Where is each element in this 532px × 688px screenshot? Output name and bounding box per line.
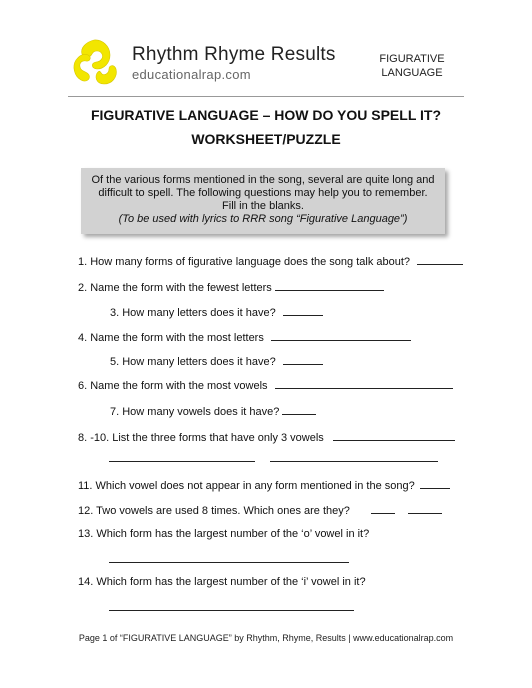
answer-blank-6[interactable] (275, 378, 453, 389)
question-8-10 (78, 430, 455, 444)
question-3-text: 3. How many letters does it have? (110, 307, 276, 319)
question-8-10-text: 8. -10. List the three forms that have only 3 vowels (78, 432, 324, 444)
question-12-text: 12. Two vowels are used 8 times. Which ones are they? (78, 505, 350, 517)
question-4-text: 4. Name the form with the most letters (78, 332, 264, 344)
question-1-text: 1. How many forms of figurative language does the song talk about? (78, 256, 411, 268)
question-2 (78, 280, 384, 294)
answer-blank-8[interactable] (333, 430, 455, 441)
topic-label (372, 52, 452, 80)
question-7 (110, 404, 316, 418)
question-1 (78, 254, 463, 268)
answer-blank-11[interactable] (420, 478, 450, 489)
brand-title: Rhythm Rhyme Results (132, 44, 336, 65)
instructions-line-2: difficult to spell. The following questions may help you to remember. (98, 187, 428, 199)
answer-blank-12a[interactable] (371, 503, 395, 514)
answer-blank-9[interactable] (109, 461, 255, 462)
answer-blank-3[interactable] (283, 305, 323, 316)
answer-blank-5[interactable] (283, 354, 323, 365)
question-11 (78, 478, 450, 492)
answer-blank-13[interactable] (109, 562, 349, 563)
question-14-text: 14. Which form has the largest number of the ‘i’ vowel in it? (78, 576, 366, 588)
page-footer: Page 1 of “FIGURATIVE LANGUAGE” by Rhythm, Rhyme, Results | www.educationalrap.com (78, 633, 454, 643)
rhythm-rhyme-results-logo-icon (70, 38, 120, 86)
instructions-line-1: Of the various forms mentioned in the song, several are quite long and (91, 174, 435, 186)
instructions-line-3: Fill in the blanks. (222, 200, 304, 212)
question-6-text: 6. Name the form with the most vowels (78, 380, 268, 392)
question-11-text: 11. Which vowel does not appear in any form mentioned in the song? (78, 480, 415, 492)
question-6 (78, 378, 453, 392)
answer-blank-1[interactable] (417, 254, 463, 265)
question-5 (110, 354, 323, 368)
answer-blank-7[interactable] (282, 404, 316, 415)
question-7-text: 7. How many vowels does it have? (110, 406, 280, 418)
question-4 (78, 330, 411, 344)
worksheet-title: FIGURATIVE LANGUAGE – HOW DO YOU SPELL IT? (90, 107, 442, 123)
question-12 (78, 503, 442, 517)
header-divider (68, 96, 464, 97)
topic-line-1: FIGURATIVE (379, 53, 445, 65)
answer-blank-10[interactable] (270, 461, 438, 462)
instructions-line-4: (To be used with lyrics to RRR song “Figurative Language”) (118, 213, 408, 225)
question-3 (110, 305, 323, 319)
question-2-text: 2. Name the form with the fewest letters (78, 282, 272, 294)
question-5-text: 5. How many letters does it have? (110, 356, 276, 368)
instructions-box (81, 168, 445, 234)
topic-line-2: LANGUAGE (381, 67, 443, 79)
question-13-text: 13. Which form has the largest number of the ‘o’ vowel in it? (78, 528, 370, 540)
worksheet-subtitle: WORKSHEET/PUZZLE (191, 131, 341, 147)
answer-blank-12b[interactable] (408, 503, 442, 514)
answer-blank-4[interactable] (271, 330, 411, 341)
question-13 (78, 528, 369, 540)
question-14 (78, 576, 366, 588)
brand-url: educationalrap.com (132, 67, 251, 82)
answer-blank-2[interactable] (275, 280, 384, 291)
answer-blank-14[interactable] (109, 610, 354, 611)
